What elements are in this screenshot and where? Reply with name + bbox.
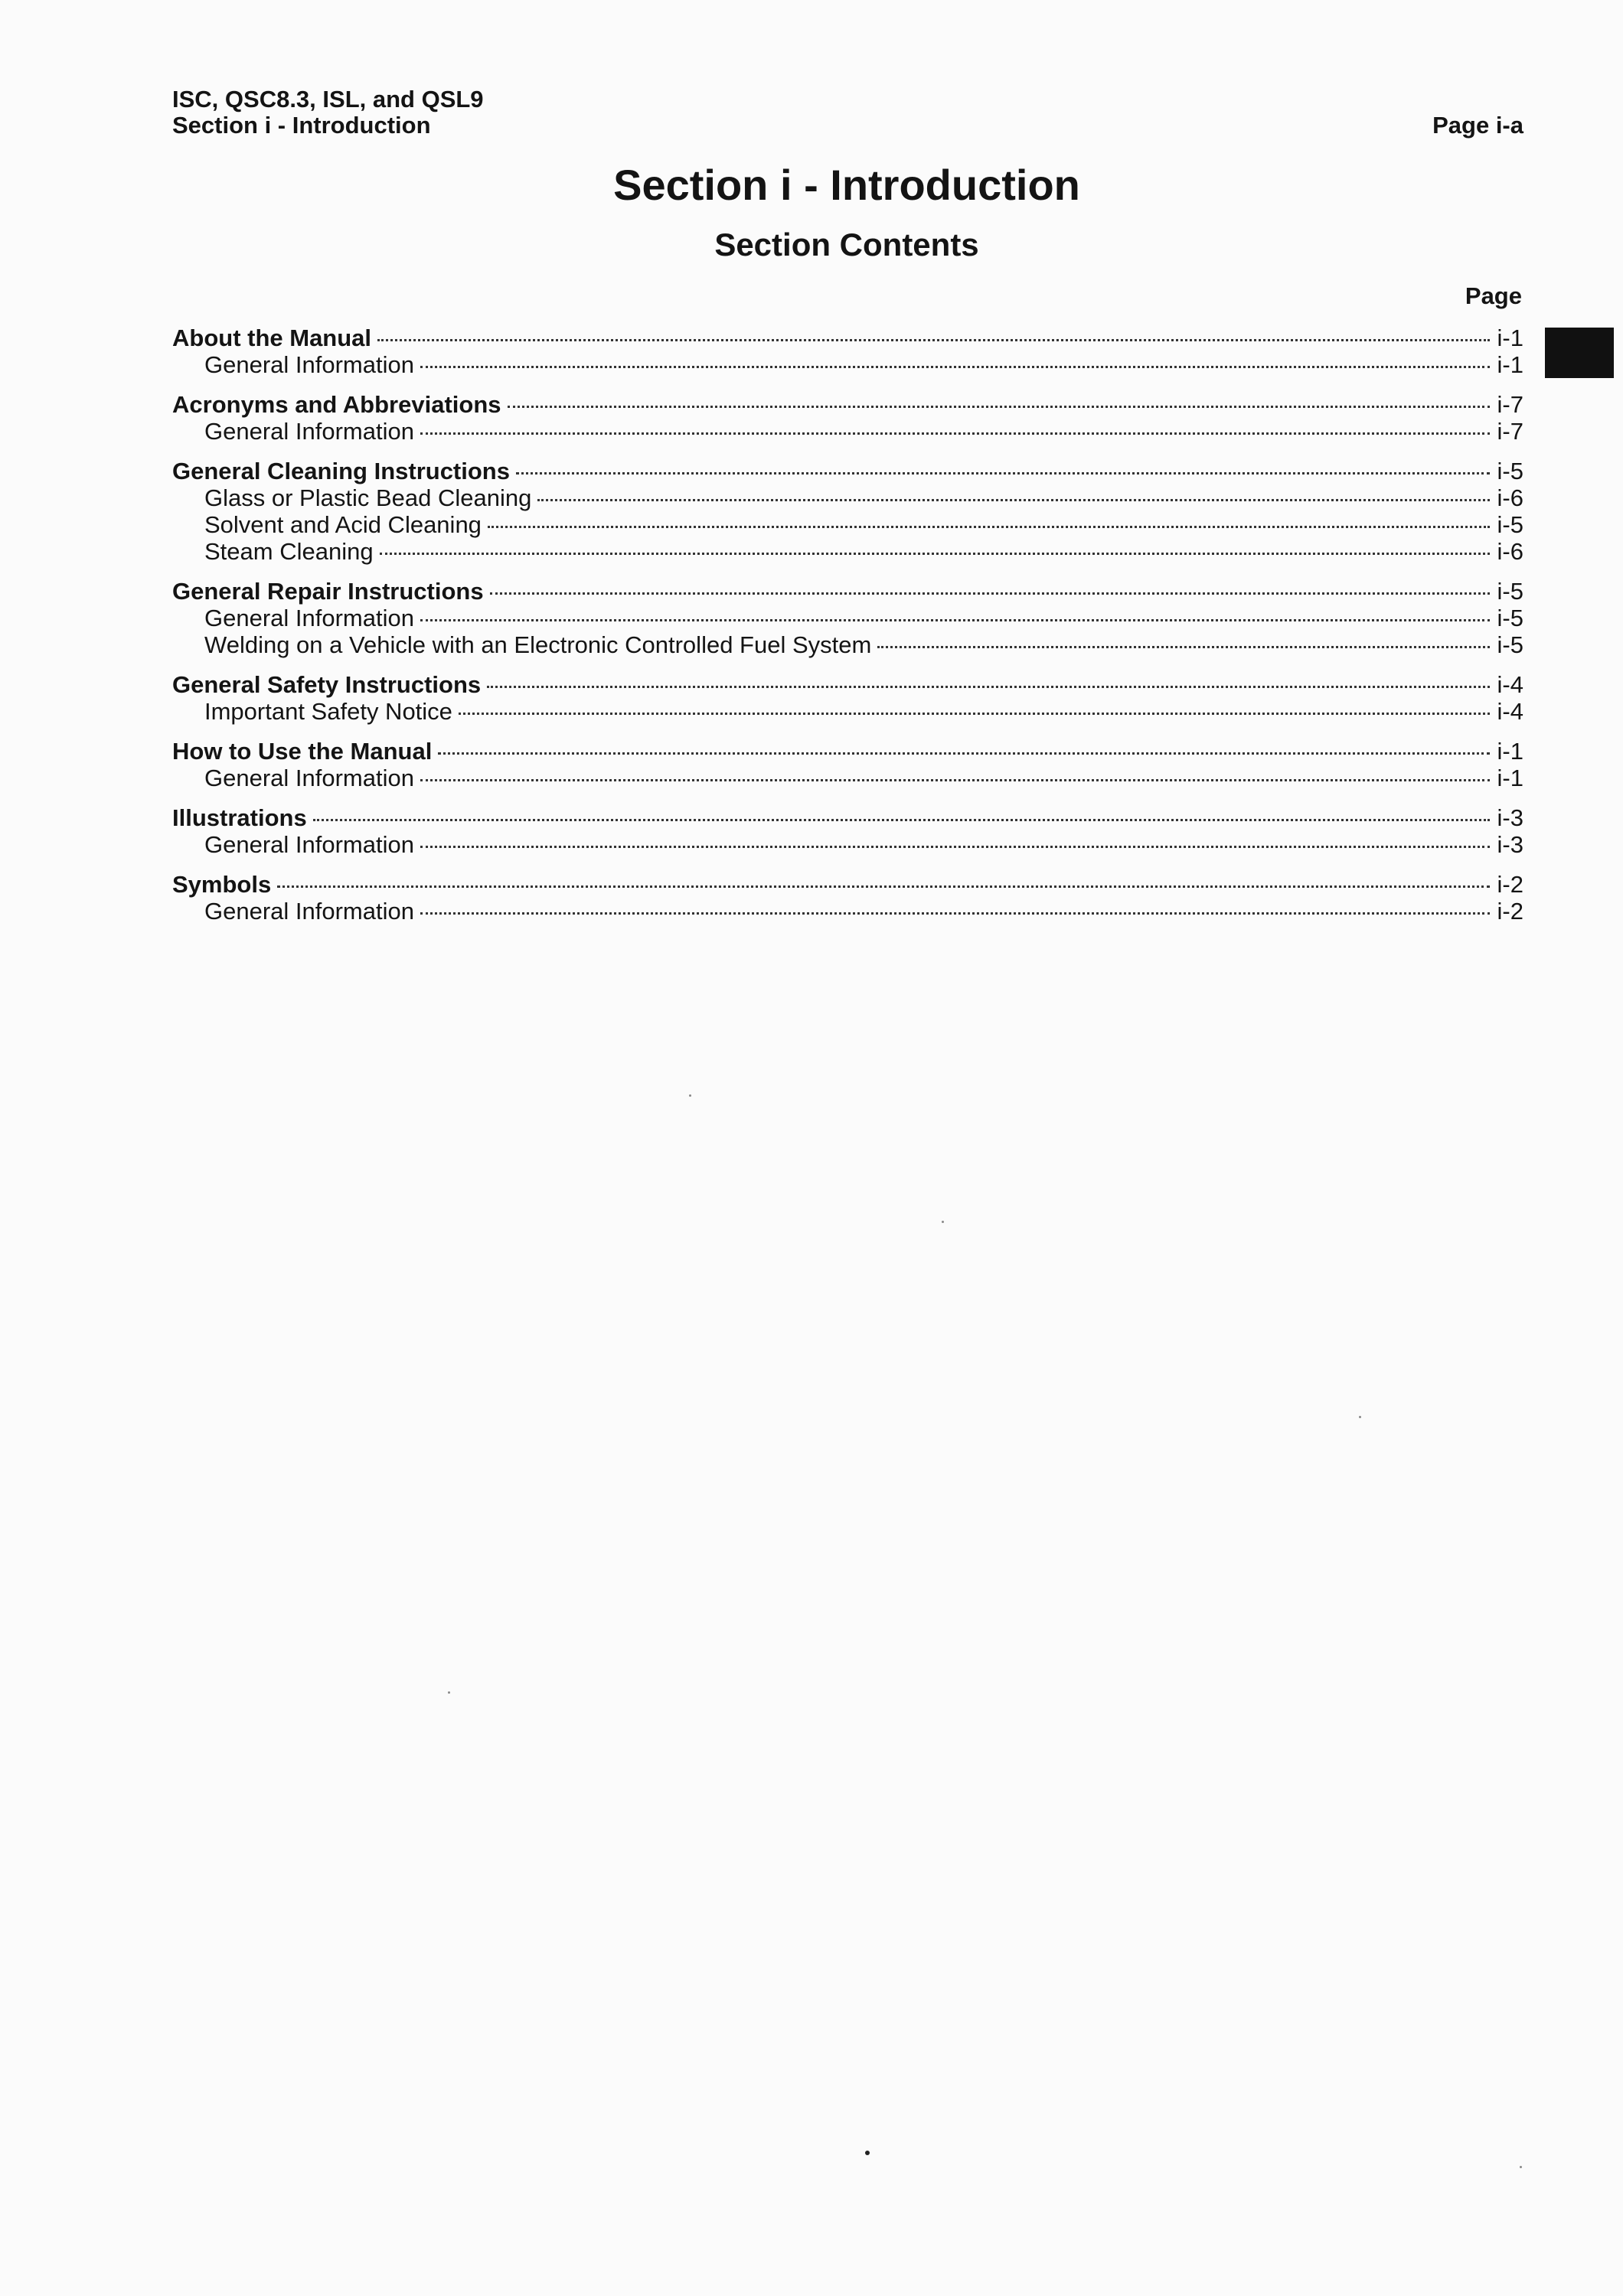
- toc-subentry[interactable]: [172, 484, 1523, 511]
- toc-subentry[interactable]: [172, 418, 1523, 445]
- toc-group: [172, 804, 1523, 858]
- toc-entry-title: General Cleaning Instructions: [172, 458, 510, 484]
- toc-subentry[interactable]: [172, 351, 1523, 378]
- toc-subentry[interactable]: [172, 631, 1523, 658]
- toc-entry-page: i-7: [1497, 391, 1523, 418]
- scan-speck: [942, 1221, 944, 1223]
- toc-entry-title: How to Use the Manual: [172, 738, 433, 765]
- table-of-contents: [172, 325, 1523, 938]
- toc-subentry-page: i-3: [1497, 831, 1523, 858]
- toc-subentry-title: General Information: [204, 351, 414, 378]
- toc-entry[interactable]: [172, 804, 1523, 831]
- toc-subentry-page: i-1: [1497, 351, 1523, 378]
- toc-entry-page: i-3: [1497, 804, 1523, 831]
- scan-speck: [448, 1691, 450, 1694]
- toc-subentry-page: i-1: [1497, 765, 1523, 791]
- toc-subentry[interactable]: [172, 605, 1523, 631]
- dot-leader: [459, 712, 1490, 715]
- dot-leader: [487, 685, 1490, 688]
- dot-leader: [877, 645, 1490, 648]
- dot-leader: [508, 405, 1490, 408]
- toc-group: [172, 325, 1523, 378]
- dot-leader: [537, 498, 1490, 501]
- dot-leader: [438, 752, 1490, 755]
- dot-leader: [377, 338, 1490, 341]
- toc-entry[interactable]: [172, 578, 1523, 605]
- dot-leader: [420, 845, 1490, 848]
- toc-subentry-page: i-5: [1497, 605, 1523, 631]
- dot-leader: [490, 592, 1490, 595]
- scan-speck: [865, 2151, 870, 2155]
- toc-group: [172, 391, 1523, 445]
- dot-leader: [380, 552, 1490, 555]
- page-subtitle: Section Contents: [714, 227, 979, 263]
- toc-group: [172, 871, 1523, 925]
- toc-entry[interactable]: [172, 871, 1523, 898]
- toc-subentry-page: i-7: [1497, 418, 1523, 445]
- toc-entry-title: Acronyms and Abbreviations: [172, 391, 501, 418]
- dot-leader: [420, 912, 1490, 915]
- toc-subentry[interactable]: [172, 765, 1523, 791]
- running-header: [172, 86, 484, 139]
- toc-subentry-title: Glass or Plastic Bead Cleaning: [204, 484, 532, 511]
- dot-leader: [420, 432, 1490, 435]
- toc-subentry-page: i-5: [1497, 511, 1523, 538]
- dot-leader: [420, 365, 1490, 368]
- toc-subentry-title: General Information: [204, 605, 414, 631]
- toc-subentry-page: i-5: [1497, 631, 1523, 658]
- dot-leader: [516, 471, 1490, 475]
- scan-speck: [1520, 2166, 1522, 2168]
- toc-subentry-title: General Information: [204, 898, 414, 925]
- toc-entry[interactable]: [172, 325, 1523, 351]
- toc-entry-title: General Repair Instructions: [172, 578, 484, 605]
- toc-group: [172, 738, 1523, 791]
- toc-entry-page: i-5: [1497, 578, 1523, 605]
- dot-leader: [420, 618, 1490, 621]
- toc-entry-page: i-4: [1497, 671, 1523, 698]
- scan-speck: [689, 1094, 691, 1097]
- toc-entry-page: i-1: [1497, 738, 1523, 765]
- toc-subentry-title: General Information: [204, 418, 414, 445]
- header-manual-title: ISC, QSC8.3, ISL, and QSL9: [172, 86, 484, 113]
- toc-subentry-title: Solvent and Acid Cleaning: [204, 511, 482, 538]
- toc-group: [172, 578, 1523, 658]
- toc-entry-page: i-1: [1497, 325, 1523, 351]
- toc-entry-title: General Safety Instructions: [172, 671, 482, 698]
- dot-leader: [420, 778, 1490, 781]
- toc-subentry[interactable]: [172, 698, 1523, 725]
- toc-subentry-title: Welding on a Vehicle with an Electronic Controlled Fuel System: [204, 631, 872, 658]
- toc-group: [172, 458, 1523, 565]
- dot-leader: [277, 885, 1490, 888]
- toc-subentry-page: i-6: [1497, 538, 1523, 565]
- page-column-heading: Page: [1465, 282, 1522, 309]
- toc-entry-title: Illustrations: [172, 804, 307, 831]
- toc-entry[interactable]: [172, 391, 1523, 418]
- header-page-number: Page i-a: [1432, 112, 1523, 139]
- section-thumb-tab: [1545, 328, 1614, 378]
- toc-subentry-title: General Information: [204, 831, 414, 858]
- toc-subentry-page: i-4: [1497, 698, 1523, 725]
- dot-leader: [488, 525, 1490, 528]
- header-section-title: Section i - Introduction: [172, 112, 431, 139]
- toc-subentry[interactable]: [172, 511, 1523, 538]
- toc-entry[interactable]: [172, 738, 1523, 765]
- toc-entry-title: About the Manual: [172, 325, 372, 351]
- scan-speck: [1359, 1416, 1361, 1418]
- toc-subentry[interactable]: [172, 831, 1523, 858]
- toc-entry-page: i-5: [1497, 458, 1523, 484]
- toc-subentry-page: i-6: [1497, 484, 1523, 511]
- toc-subentry[interactable]: [172, 538, 1523, 565]
- toc-subentry-page: i-2: [1497, 898, 1523, 925]
- toc-subentry[interactable]: [172, 898, 1523, 925]
- toc-entry-page: i-2: [1497, 871, 1523, 898]
- toc-entry-title: Symbols: [172, 871, 272, 898]
- toc-entry[interactable]: [172, 671, 1523, 698]
- toc-subentry-title: Important Safety Notice: [204, 698, 452, 725]
- toc-subentry-title: Steam Cleaning: [204, 538, 374, 565]
- toc-group: [172, 671, 1523, 725]
- toc-subentry-title: General Information: [204, 765, 414, 791]
- dot-leader: [313, 818, 1490, 821]
- toc-entry[interactable]: [172, 458, 1523, 484]
- page-title: Section i - Introduction: [613, 161, 1080, 209]
